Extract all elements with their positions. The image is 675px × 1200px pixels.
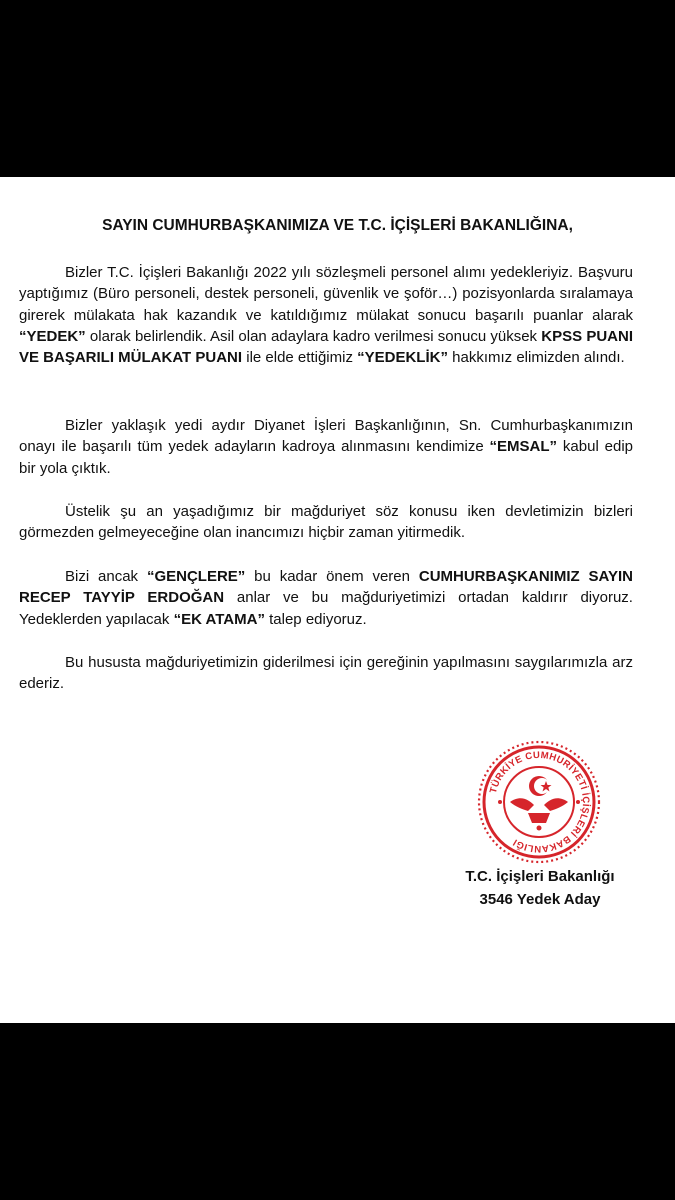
paragraph-2: Bizler yaklaşık yedi aydır Diyanet İşleri Başkanlığının, Sn. Cumhurbaşkanımızın onayı ile başarılı tüm yedek adayların kadroya alınmasını kendimize “EMSAL” kabul edip bir yola çıktık.	[19, 417, 634, 477]
seal-text: TÜRKİYE CUMHURİYETİ İÇİŞLERİ BAKANLIĞI	[487, 749, 592, 855]
paragraph-3: Üstelik şu an yaşadığımız bir mağduriyet söz konusu iken devletimizin bizleri görmezden gelmeyeceğine olan inancımızı hiçbir zaman yitirmedik.	[19, 503, 633, 542]
ministry-seal-icon	[476, 739, 602, 865]
signature-line-2: 3546 Yedek Aday	[479, 891, 601, 908]
letter-title: SAYIN CUMHURBAŞKANIMIZA VE T.C. İÇİŞLERİ BAKANLIĞINA,	[102, 217, 573, 234]
letter-page	[0, 177, 675, 1023]
signature-block	[440, 865, 640, 911]
paragraph-1: Bizler T.C. İçişleri Bakanlığı 2022 yılı sözleşmeli personel alımı yedekleriyiz. Başvuru yaptığımız (Büro personeli, destek personeli, güvenlik ve şoför…) pozisyonlarda sıralamaya girerek mülakata hak kazandık ve katıldığımız mülakat sonucu başarılı puanlar alarak “YEDEK” olarak belirlendik. Asil olan adaylara kadro verilmesi sonucu yüksek KPSS PUANI VE BAŞARILI MÜLAKAT PUANI ile elde ettiğimiz “YEDEKLİK” hakkımız elimizden alındı.	[19, 264, 633, 367]
paragraph-4: Bizi ancak “GENÇLERE” bu kadar önem veren CUMHURBAŞKANIMIZ SAYIN RECEP TAYYİP ERDOĞAN anlar ve bu mağduriyetimizi ortadan kaldırır diyoruz. Yedeklerden yapılacak “EK ATAMA” talep ediyoruz.	[19, 568, 634, 628]
paragraph-5: Bu hususta mağduriyetimizin giderilmesi için gereğinin yapılmasını saygılarımızla arz ederiz.	[19, 654, 633, 693]
signature-line-1: T.C. İçişleri Bakanlığı	[465, 868, 615, 885]
